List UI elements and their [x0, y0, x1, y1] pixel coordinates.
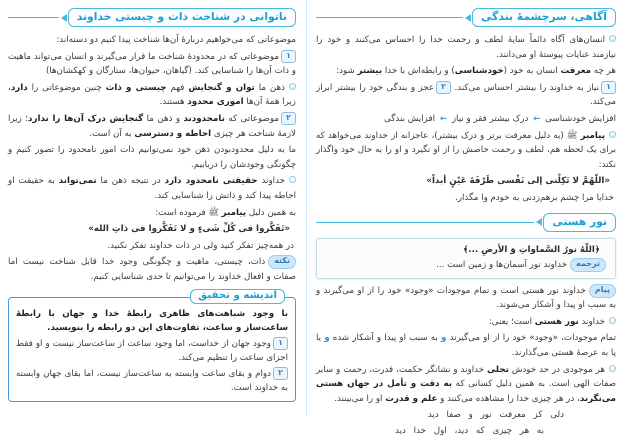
section-header-light-of-existence — [316, 213, 616, 232]
number-badge: ۲ — [436, 81, 451, 94]
header-rule — [316, 222, 534, 223]
paragraph-prophet-said: به همین دلیل پیامبر ﷺ فرموده است: — [155, 207, 296, 218]
column-divider — [306, 0, 307, 415]
paragraph-intro: موضوعاتی که می‌خواهیم دربارهٔ آن‌ها شناخت پیدا کنیم دو دسته‌اند: — [56, 35, 296, 45]
bullet-icon — [609, 131, 616, 138]
label-pill: ترجمه — [570, 258, 606, 272]
quran-verse-box — [316, 238, 616, 279]
bullet-icon — [289, 83, 296, 90]
verse-translation: ترجمهخداوند نور آسمان‌ها و زمین است ... — [326, 258, 606, 273]
research-box-title: اندیشه و تحقیق — [190, 289, 285, 304]
paragraph-message: پیامخداوند نور هستی است و تمام موجودات «وجود» خود را از او می‌گیرند و به سبب او پیدا و آشکار می‌شوند. — [316, 284, 616, 311]
paragraph-limited-mind: ما به دلیل محدودبودن ذهن خود نمی‌توانیم ذات امور نامحدود را تصور کنیم و چگونگی وجودشان را دریابیم. — [8, 145, 296, 170]
section-title: ناتوانی در شناخت ذات و چیستی خداوند — [68, 8, 296, 27]
paragraph-god-unlimited: خداوند حقیقتی نامحدود دارد در نتیجه ذهن ما نمی‌تواند به حقیقت او احاطه پیدا کند و ذاتش را شناسایی کند. — [8, 176, 296, 201]
hadith-translation: در همه‌چیز تفکر کنید ولی در ذات خداوند تفکر نکنید. — [107, 240, 294, 251]
section-title: نور هستی — [543, 213, 616, 232]
number-badge: ۲ — [273, 367, 288, 380]
paragraph-numbered-effects: ۱نیاز به خداوند را بیشتر احساس می‌کند. ۲عجز و بندگی خود را بیشتر ابراز می‌کند. — [316, 81, 616, 108]
number-badge: ۲ — [281, 112, 296, 125]
paragraph-mind-capacity: ذهن ما توان و گنجایش فهم چیستی و ذات چنین موضوعاتی را دارد، زیرا همهٔ آن‌ها اموری محدود هستند. — [8, 82, 296, 108]
bullet-icon — [609, 365, 616, 372]
paragraph-aware-humans: انسان‌های آگاه دائماً سایهٔ لطف و رحمت خدا را احساس می‌کنند و خود را نیازمند عنایات پیوستهٔ او می‌دانند. — [316, 35, 616, 60]
header-rule — [316, 17, 463, 18]
flow-diagram: افزایش خودشناسی ← درک بیشتر فقر و نیاز ← افزایش بندگی — [384, 113, 616, 124]
number-badge: ۱ — [273, 337, 288, 350]
research-answer-1: ۱وجود جهان از خداست، اما وجود ساعت از ساعت‌ساز نیست و او فقط اجزای ساعت را تنظیم می‌کند. — [16, 337, 288, 364]
paragraph-type1: ۱موضوعاتی که در محدودهٔ شناخت ما قرار می‌گیرند و انسان می‌تواند ماهیت و ذات آن‌ها را شناسایی کند. (گیاهان، حیوان‌ها، ستارگان و کهکشان‌ها) — [8, 50, 296, 77]
bullet-icon — [609, 317, 616, 324]
flow-arrow-icon: ← — [439, 113, 448, 124]
dua-arabic-text: «اللّهُمَّ لا تَکِلْنی إلی نَفْسی طَرْفَةَ عَیْنٍ أبداً» — [426, 176, 610, 187]
section-header-awareness — [316, 8, 616, 27]
research-question: با وجود شباهت‌های ظاهری رابطهٔ خدا و جهان با رابطهٔ ساعت‌ساز و ساعت، تفاوت‌های این دو رابطه را بنویسید. — [16, 308, 288, 334]
paragraph-light-meaning: خداوند نور هستی است؛ یعنی: — [316, 315, 616, 330]
header-pointer-icon — [536, 218, 542, 226]
number-badge: ۱ — [281, 50, 296, 63]
dua-translation: خدایا مرا چشم برهم‌زدنی به خودم وا مگذار. — [455, 192, 614, 203]
paragraph-note: نکتهذات، چیستی، ماهیت و چگونگی وجود خدا قابل شناخت نیست اما صفات و افعال خداوند را می‌توانیم تا حدی شناسایی کنیم. — [8, 256, 296, 282]
label-pill: نکته — [268, 255, 296, 269]
left-column — [8, 6, 296, 402]
paragraph-marefat: هر چه معرفت انسان به خود (خودشناسی) و رابطه‌اش با خدا بیشتر شود: — [336, 66, 616, 77]
paragraph-prophet-humility: پیامبر ﷺ (به دلیل معرفت برتر و درک بیشتر)، عاجزانه از خداوند می‌خواهد که برای یک لحظه هم، لطف و رحمت خاصش را از او نگیرد و او را به حال خود واگذار نکند: — [316, 130, 616, 170]
verse-text: ﴿اللّهُ نورُ السَّماواتِ وَ الأرضِ ...﴾ — [463, 244, 600, 255]
bullet-icon — [609, 35, 616, 42]
header-rule — [8, 17, 59, 18]
number-badge: ۱ — [601, 81, 616, 94]
poem-line-1: دلی کز معرفت نور و صفا دید — [427, 410, 564, 421]
research-box — [8, 289, 296, 403]
header-pointer-icon — [465, 14, 471, 22]
paragraph-all-beings: تمام موجودات، «وجود» خود را از او می‌گیرند و به سبب او پیدا و آشکار شده و یا پا به عرصهٔ هستی می‌گذارند. — [316, 333, 617, 358]
research-answer-2: ۲دوام و بقای ساعت وابسته به ساعت‌ساز نیست، اما بقای جهان وابسته به خداوند است. — [16, 367, 288, 394]
right-column — [316, 6, 616, 439]
section-header-inability — [8, 8, 296, 27]
poem-line-2: به هر چیزی که دید، اول خدا دید — [395, 426, 544, 437]
flow-arrow-icon: ← — [533, 113, 541, 124]
section-title: آگاهی، سرچشمهٔ بندگی — [472, 8, 616, 27]
header-pointer-icon — [61, 14, 67, 22]
paragraph-type2: ۲موضوعاتی که نامحدودند و ذهن ما گنجایش درک آن‌ها را ندارد؛ زیرا لازمهٔ شناخت هر چیزی احاطه و دسترسی به آن است. — [8, 112, 296, 139]
bullet-icon — [289, 176, 296, 183]
hadith-arabic-text: «تَفَکَّروا فی کُلِّ شَیءٍ و لا تَفَکَّروا فی ذاتِ الله» — [88, 224, 290, 235]
paragraph-manifestation: هر موجودی در حد خودش تجلی خداوند و نشانگر حکمت، قدرت، رحمت و سایر صفات الهی است. به همین دلیل کسانی که به دقت و تأمل در جهان هستی می‌نگرند، در هر چیزی خدا را مشاهده می‌کنند و علم و قدرت او را می‌بینند. — [316, 364, 616, 404]
label-pill: پیام — [589, 284, 616, 298]
